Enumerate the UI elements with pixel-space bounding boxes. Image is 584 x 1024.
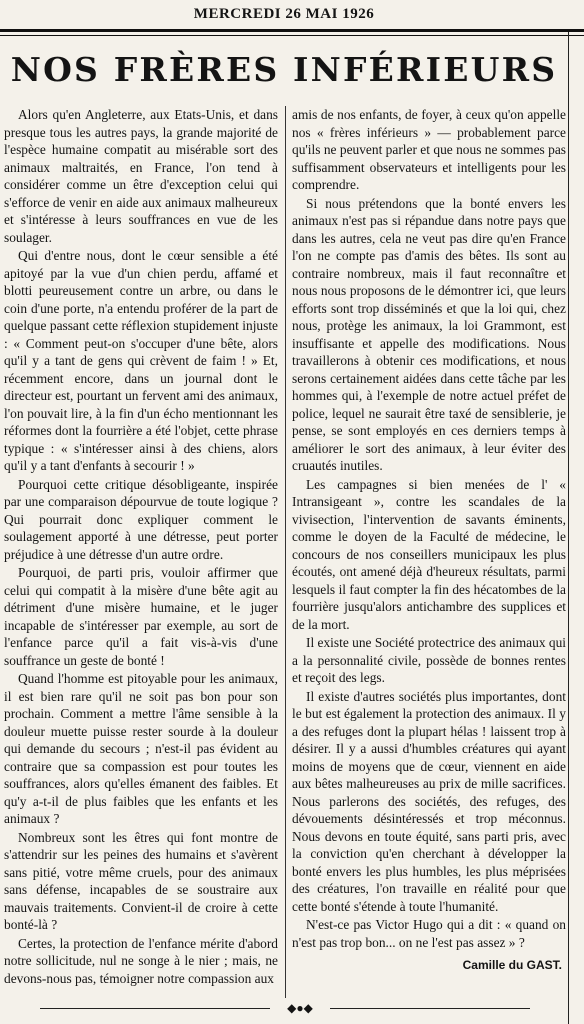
paragraph: Si nous prétendons que la bonté envers les animaux n'est pas si répandue dans notre pays que dans les autres, cela ne veut pas dire qu'en France l'on ne compte pas d'amis des bêtes. Ils sont au contraire nombreux, mais il faut reconnaître et nous nous proposons de le démontrer ici, que leurs efforts sont trop disséminés et que la loi qui, chez nous, protège les animaux, la loi Grammont, est insuffisante et appelle des modifications. Nous travaillerons à obtenir ces modifications, et nous serons certainement aidées dans cette tâche par les hommes qui, à l'exemple de notre actuel préfet de police, lequel ne saurait être taxé de sensiblerie, je pense, se sont employés en ces derniers temps à améliorer le sort des animaux, à leur éviter des cruautés inutiles.: [292, 195, 566, 473]
adjacent-column-edge: [568, 32, 584, 1024]
article-headline: NOS FRÈRES INFÉRIEURS: [10, 50, 558, 89]
paragraph: Il existe une Société protectrice des animaux qui a la personnalité civile, possède de bonnes rentes et reçoit des legs.: [292, 635, 566, 685]
paragraph: Nombreux sont les êtres qui font montre de s'attendrir sur les peines des humains et s'avèrent sans pitié, votre même cruels, pour des animaux sans défense, incapables de se soustraire aux mauvais traitements. Convient-il de croire à cette bonté-là ?: [4, 829, 278, 932]
article-column-left: [4, 106, 278, 998]
paragraph: Pourquoi, de parti pris, vouloir affirmer que celui qui compatit à la misère d'une bête agit au détriment d'une misère humaine, et le juger incapable de s'intéresser par exemple, au sort de l'enfance parce qu'il a fait vis-à-vis d'une souffrance un geste de bonté !: [4, 565, 278, 668]
paragraph: Quand l'homme est pitoyable pour les animaux, il est bien rare qu'il ne soit pas bon pour son prochain. Comment a mettre l'âme sensible à la douleur muette puisse rester sourde à la douleur qui demande du secours ; n'est-il pas évident au contraire que sa compassion est pour toutes les souffrances, alors qu'elles émanent des faibles. Et qu'y a-t-il de plus faibles que les enfants et les animaux ?: [4, 671, 278, 826]
paragraph: amis de nos enfants, de foyer, à ceux qu'on appelle nos « frères inférieurs » — probablement parce qu'ils ne peuvent parler et que nous ne sommes pas suffisamment observateurs et intelligents pour les comprendre.: [292, 107, 566, 192]
paragraph: Les campagnes si bien menées de l' « Intransigeant », contre les scandales de la vivisection, l'intervention de savants éminents, comme le doyen de la Faculté de médecine, le concours de nos conseillers municipaux les plus écoutés, ont amené déjà d'heureux résultats, parmi lesquels il faut compter la fin des hécatombes de la fourrière jusqu'alors antichambre des supplices et de la mort.: [292, 476, 566, 632]
paragraph: Pourquoi cette critique désobligeante, inspirée par une comparaison dépourvue de toute logique ? Qui pourrait donc expliquer comment le soulagement apporté à une détresse, peut porter préjudice à une détresse d'un autre ordre.: [4, 476, 278, 562]
article-column-right: [292, 106, 566, 998]
paragraph: Il existe d'autres sociétés plus importantes, dont le but est également la protection des animaux. Il y a des refuges dont la plupart hélas ! laissent trop à désirer. Il y a aussi d'humbles créatures qui ayant moins de moyens que de cœur, viennent en aide aux bêtes malheureuses au prix de mille sacrifices. Nous parlerons des sociétés, des refuges, des dévouements désintéressés et trop méconnus. Nous devons en toute équité, sans parti pris, avec la conviction qu'en cherchant à développer la bonté envers les plus humbles, les plus méprisées des créatures, l'on travaille en réalité pour que cette bonté s'étende à toute l'humanité.: [292, 688, 566, 914]
paragraph: N'est-ce pas Victor Hugo qui a dit : « quand on n'est pas trop bon... on ne l'est pas assez » ?: [292, 917, 566, 950]
dateline: MERCREDI 26 MAI 1926: [193, 6, 375, 22]
paragraph: Qui d'entre nous, dont le cœur sensible a été apitoyé par la vue d'un chien perdu, affamé et blotti peureusement contre un arbre, ou dans le coin d'une porte, n'a entendu proférer de la part de quelque passant cette réflexion stupidement injuste : « Comment peut-on s'occuper d'une bête, alors qu'il y a tant de gens qui crèvent de faim ! » Et, récemment encore, dans un journal dont le directeur est, pourtant un fervent ami des animaux, l'on pouvait lire, à la fin d'un écho mentionnant les réformes dont la fourrière a été l'objet, cette phrase typique : « s'intéresser ainsi à des chiens, alors qu'il y a tant d'enfants à secourir ! »: [4, 248, 278, 473]
column-divider: [285, 106, 286, 998]
ornament-icon: ◆●◆: [270, 1000, 330, 1016]
article-body: [4, 106, 566, 998]
paragraph: Certes, la protection de l'enfance mérite d'abord notre sollicitude, nul ne songe à le nier ; mais, ne devons-nous pas, témoigner notre compassion aux: [4, 935, 278, 986]
paragraph: Alors qu'en Angleterre, aux Etats-Unis, et dans presque tous les autres pays, la grande majorité de l'espèce humaine compatit au misérable sort des animaux maltraités, en France, l'on tend à considérer comme un être d'exception celui qui s'efforce de venir en aide aux animaux malheureux et s'intéresse à leurs souffrances en vue de les soulager.: [4, 107, 278, 245]
author-signature: Camille du GAST.: [462, 958, 562, 972]
top-rule-thin: [0, 35, 584, 36]
top-rule: [0, 29, 584, 32]
